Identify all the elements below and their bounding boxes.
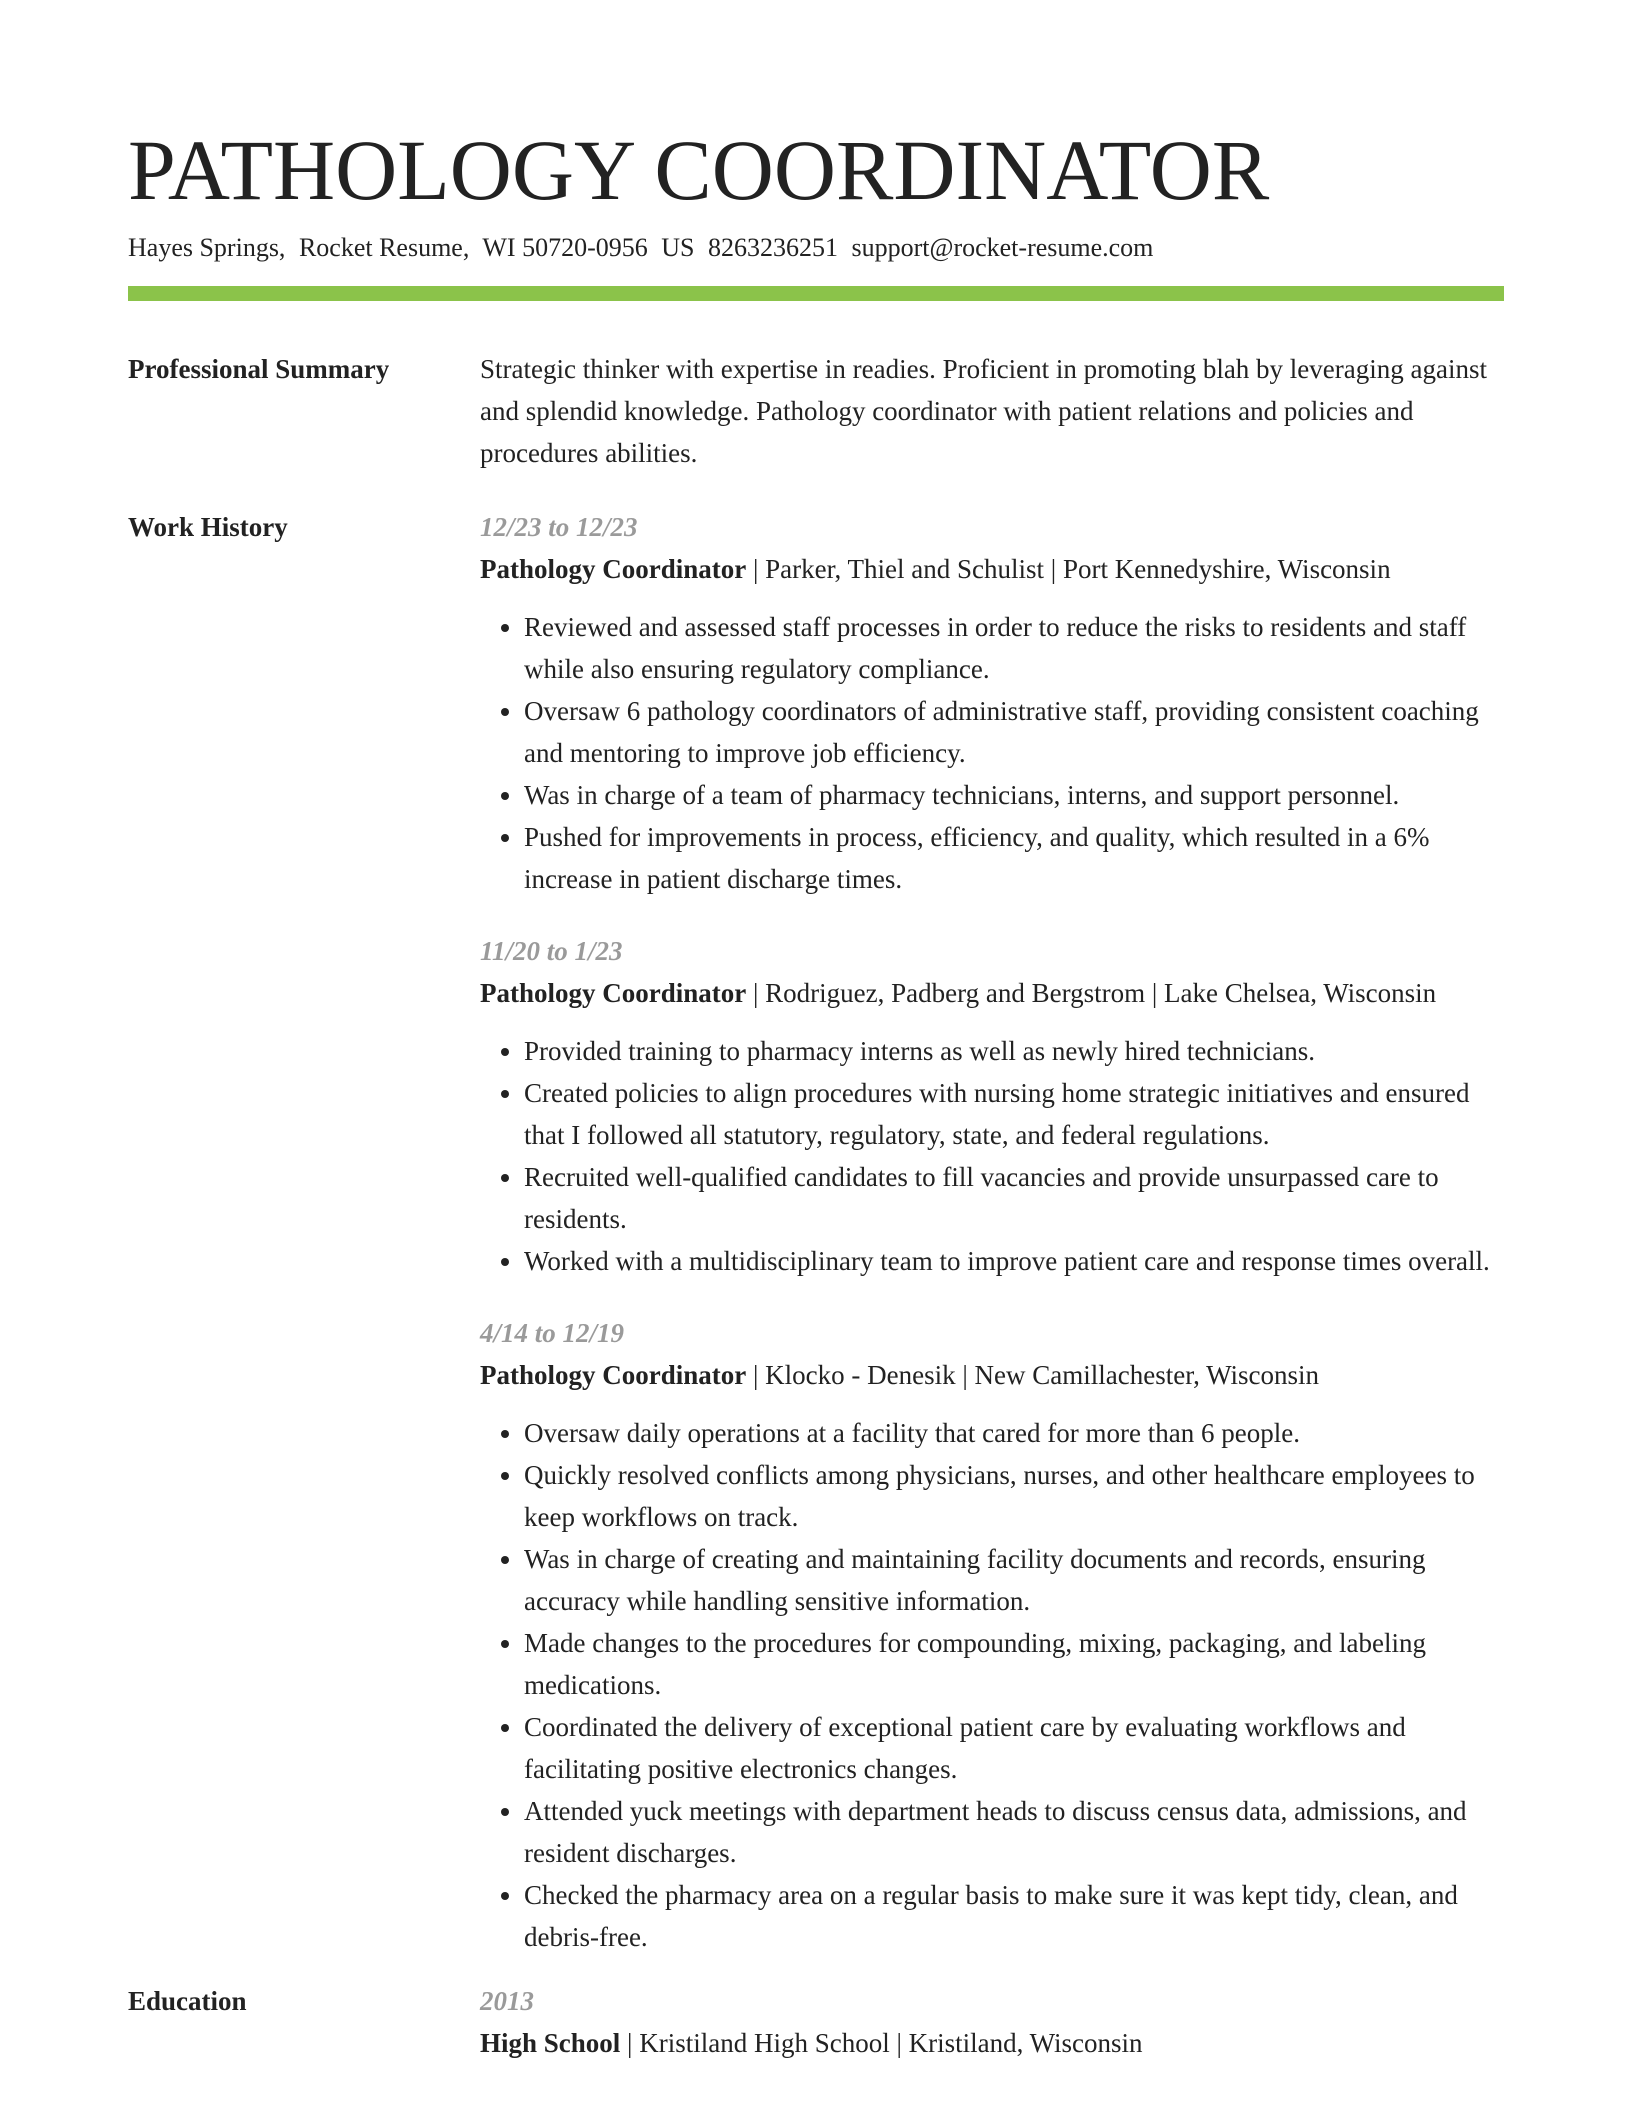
job-bullet: • Coordinated the delivery of exceptional patient care by evaluating workflows and facilitating positive electronics changes. (524, 1706, 1504, 1790)
section-work-history (128, 506, 1504, 1980)
job-dates: 11/20 to 1/23 (480, 936, 623, 966)
contact-city: Hayes Springs, (128, 233, 286, 262)
job-role-line (480, 972, 1504, 1014)
contact-phone: 8263236251 (708, 233, 838, 262)
contact-email: support@rocket-resume.com (851, 233, 1154, 262)
contact-state-zip: WI 50720-0956 (482, 233, 648, 262)
job-entry (480, 1312, 1504, 1958)
education-line (480, 2022, 1504, 2064)
job-bullet: • Reviewed and assessed staff processes in order to reduce the risks to residents and staff while also ensuring regulatory compliance. (524, 606, 1504, 690)
job-bullet: • Was in charge of creating and maintaining facility documents and records, ensuring accuracy while handling sensitive information. (524, 1538, 1504, 1622)
job-bullet: • Oversaw daily operations at a facility that cared for more than 6 people. (524, 1412, 1504, 1454)
work-history-body (480, 506, 1504, 1980)
job-bullet: • Made changes to the procedures for compounding, mixing, packaging, and labeling medications. (524, 1622, 1504, 1706)
job-bullet: • Created policies to align procedures with nursing home strategic initiatives and ensured that I followed all statutory, regulatory, state, and federal regulations. (524, 1072, 1504, 1156)
job-entry (480, 506, 1504, 900)
role-separator: | (1050, 554, 1057, 584)
resume-content (128, 348, 1504, 2064)
job-company: Klocko - Denesik (765, 1360, 956, 1390)
role-separator: | (753, 554, 759, 584)
education-school: Kristiland High School (639, 2028, 890, 2058)
job-bullet: • Pushed for improvements in process, efficiency, and quality, which resulted in a 6% increase in patient discharge times. (524, 816, 1504, 900)
summary-text: Strategic thinker with expertise in readies. Proficient in promoting blah by leveraging against and splendid knowledge. Pathology coordinator with patient relations and policies and procedures abilities. (480, 354, 1487, 468)
job-company: Rodriguez, Padberg and Bergstrom (765, 978, 1146, 1008)
education-body (480, 1980, 1504, 2064)
job-company: Parker, Thiel and Schulist (765, 554, 1045, 584)
contact-line (128, 230, 1160, 266)
header-divider (128, 286, 1504, 301)
job-bullet: • Checked the pharmacy area on a regular basis to make sure it was kept tidy, clean, and debris-free. (524, 1874, 1504, 1958)
job-dates: 12/23 to 12/23 (480, 512, 638, 542)
job-bullet: • Quickly resolved conflicts among physicians, nurses, and other healthcare employees to keep workflows on track. (524, 1454, 1504, 1538)
job-location: Port Kennedyshire, Wisconsin (1062, 554, 1391, 584)
job-bullet: • Oversaw 6 pathology coordinators of administrative staff, providing consistent coaching and mentoring to improve job efficiency. (524, 690, 1504, 774)
job-location: Lake Chelsea, Wisconsin (1164, 978, 1437, 1008)
job-bullet: • Attended yuck meetings with department heads to discuss census data, admissions, and resident discharges. (524, 1790, 1504, 1874)
job-role-line (480, 548, 1504, 590)
section-professional-summary (128, 348, 1504, 474)
role-separator: | (627, 2028, 633, 2058)
role-separator: | (1151, 978, 1158, 1008)
job-bullet-list (480, 606, 1504, 900)
job-bullet-list (480, 1030, 1504, 1282)
job-role-line (480, 1354, 1504, 1396)
section-label-summary: Professional Summary (128, 354, 390, 384)
role-separator: | (753, 978, 759, 1008)
role-separator: | (962, 1360, 968, 1390)
job-bullet: • Recruited well-qualified candidates to fill vacancies and provide unsurpassed care to residents. (524, 1156, 1504, 1240)
education-year: 2013 (480, 1986, 534, 2016)
education-degree: High School (480, 2028, 621, 2058)
summary-body (480, 348, 1504, 474)
job-bullet: • Provided training to pharmacy interns as well as newly hired technicians. (524, 1030, 1504, 1072)
job-title: Pathology Coordinator (480, 1360, 747, 1390)
contact-company: Rocket Resume, (298, 233, 470, 262)
section-label-work-history: Work History (128, 512, 288, 542)
job-bullet-list (480, 1412, 1504, 1958)
education-location: Kristiland, Wisconsin (908, 2028, 1143, 2058)
section-education (128, 1980, 1504, 2064)
resume-title: PATHOLOGY COORDINATOR (128, 122, 1270, 218)
job-dates: 4/14 to 12/19 (480, 1318, 625, 1348)
contact-country: US (661, 233, 695, 262)
job-bullet: • Worked with a multidisciplinary team to improve patient care and response times overall. (524, 1240, 1504, 1282)
job-title: Pathology Coordinator (480, 554, 747, 584)
job-location: New Camillachester, Wisconsin (974, 1360, 1320, 1390)
role-separator: | (753, 1360, 759, 1390)
job-title: Pathology Coordinator (480, 978, 747, 1008)
section-label-education: Education (128, 1986, 247, 2016)
job-bullet: • Was in charge of a team of pharmacy technicians, interns, and support personnel. (524, 774, 1504, 816)
education-entry (480, 1980, 1504, 2064)
role-separator: | (896, 2028, 902, 2058)
job-entry (480, 930, 1504, 1282)
